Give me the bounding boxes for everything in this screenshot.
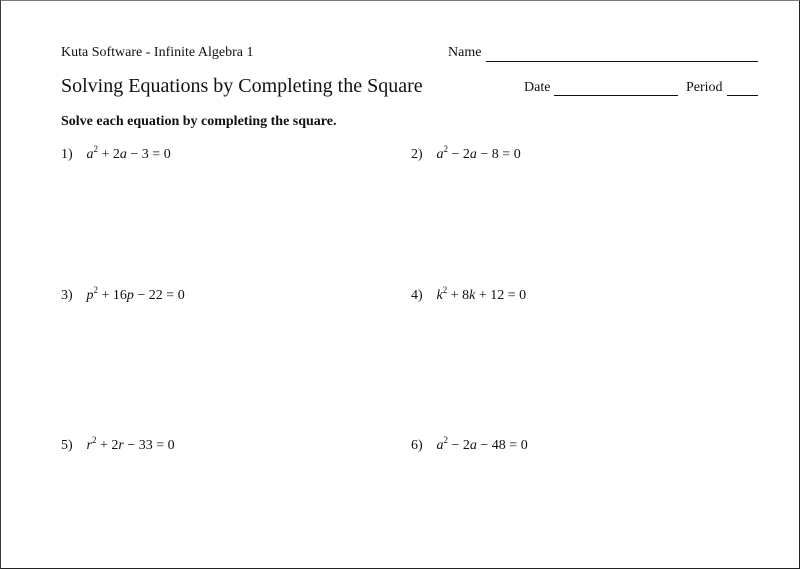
equation-rest: − 2a − 48 = 0 bbox=[448, 438, 528, 453]
variable: r bbox=[86, 438, 92, 453]
exponent: 2 bbox=[443, 435, 448, 445]
worksheet-title: Solving Equations by Completing the Square bbox=[61, 75, 423, 97]
equation-rest: + 16p − 22 = 0 bbox=[98, 288, 185, 303]
name-blank-line bbox=[486, 61, 758, 62]
equation-rest: + 2a − 3 = 0 bbox=[98, 147, 171, 162]
variable: a bbox=[86, 147, 94, 162]
date-label: Date bbox=[524, 80, 551, 95]
problem-number: 3) bbox=[61, 288, 73, 303]
problem-5 bbox=[61, 435, 175, 454]
variable: p bbox=[86, 288, 94, 303]
software-label: Kuta Software - Infinite Algebra 1 bbox=[61, 45, 254, 60]
problem-number: 2) bbox=[411, 147, 423, 162]
period-label: Period bbox=[686, 80, 723, 95]
equation bbox=[86, 144, 171, 162]
name-label: Name bbox=[448, 45, 482, 60]
period-blank-line bbox=[727, 95, 758, 96]
equation bbox=[436, 435, 528, 453]
equation bbox=[86, 285, 185, 303]
equation bbox=[436, 285, 527, 303]
variable: a bbox=[436, 438, 444, 453]
exponent: 2 bbox=[443, 144, 448, 154]
equation-rest: − 2a − 8 = 0 bbox=[448, 147, 521, 162]
problem-number: 4) bbox=[411, 288, 423, 303]
exponent: 2 bbox=[442, 285, 448, 295]
problem-number: 6) bbox=[411, 438, 423, 453]
problem-4 bbox=[411, 285, 527, 304]
exponent: 2 bbox=[93, 144, 98, 154]
problem-3 bbox=[61, 285, 185, 304]
variable: a bbox=[436, 147, 444, 162]
problem-number: 1) bbox=[61, 147, 73, 162]
equation-rest: + 2r − 33 = 0 bbox=[96, 438, 175, 453]
problem-number: 5) bbox=[61, 438, 73, 453]
problem-2 bbox=[411, 144, 521, 163]
problem-6 bbox=[411, 435, 528, 454]
problem-1 bbox=[61, 144, 171, 163]
equation bbox=[436, 144, 521, 162]
exponent: 2 bbox=[91, 435, 97, 445]
date-blank-line bbox=[554, 95, 678, 96]
equation bbox=[86, 435, 175, 453]
equation-rest: + 8k + 12 = 0 bbox=[447, 288, 527, 303]
instructions: Solve each equation by completing the square. bbox=[61, 114, 337, 129]
exponent: 2 bbox=[93, 285, 98, 295]
variable: k bbox=[436, 288, 443, 303]
